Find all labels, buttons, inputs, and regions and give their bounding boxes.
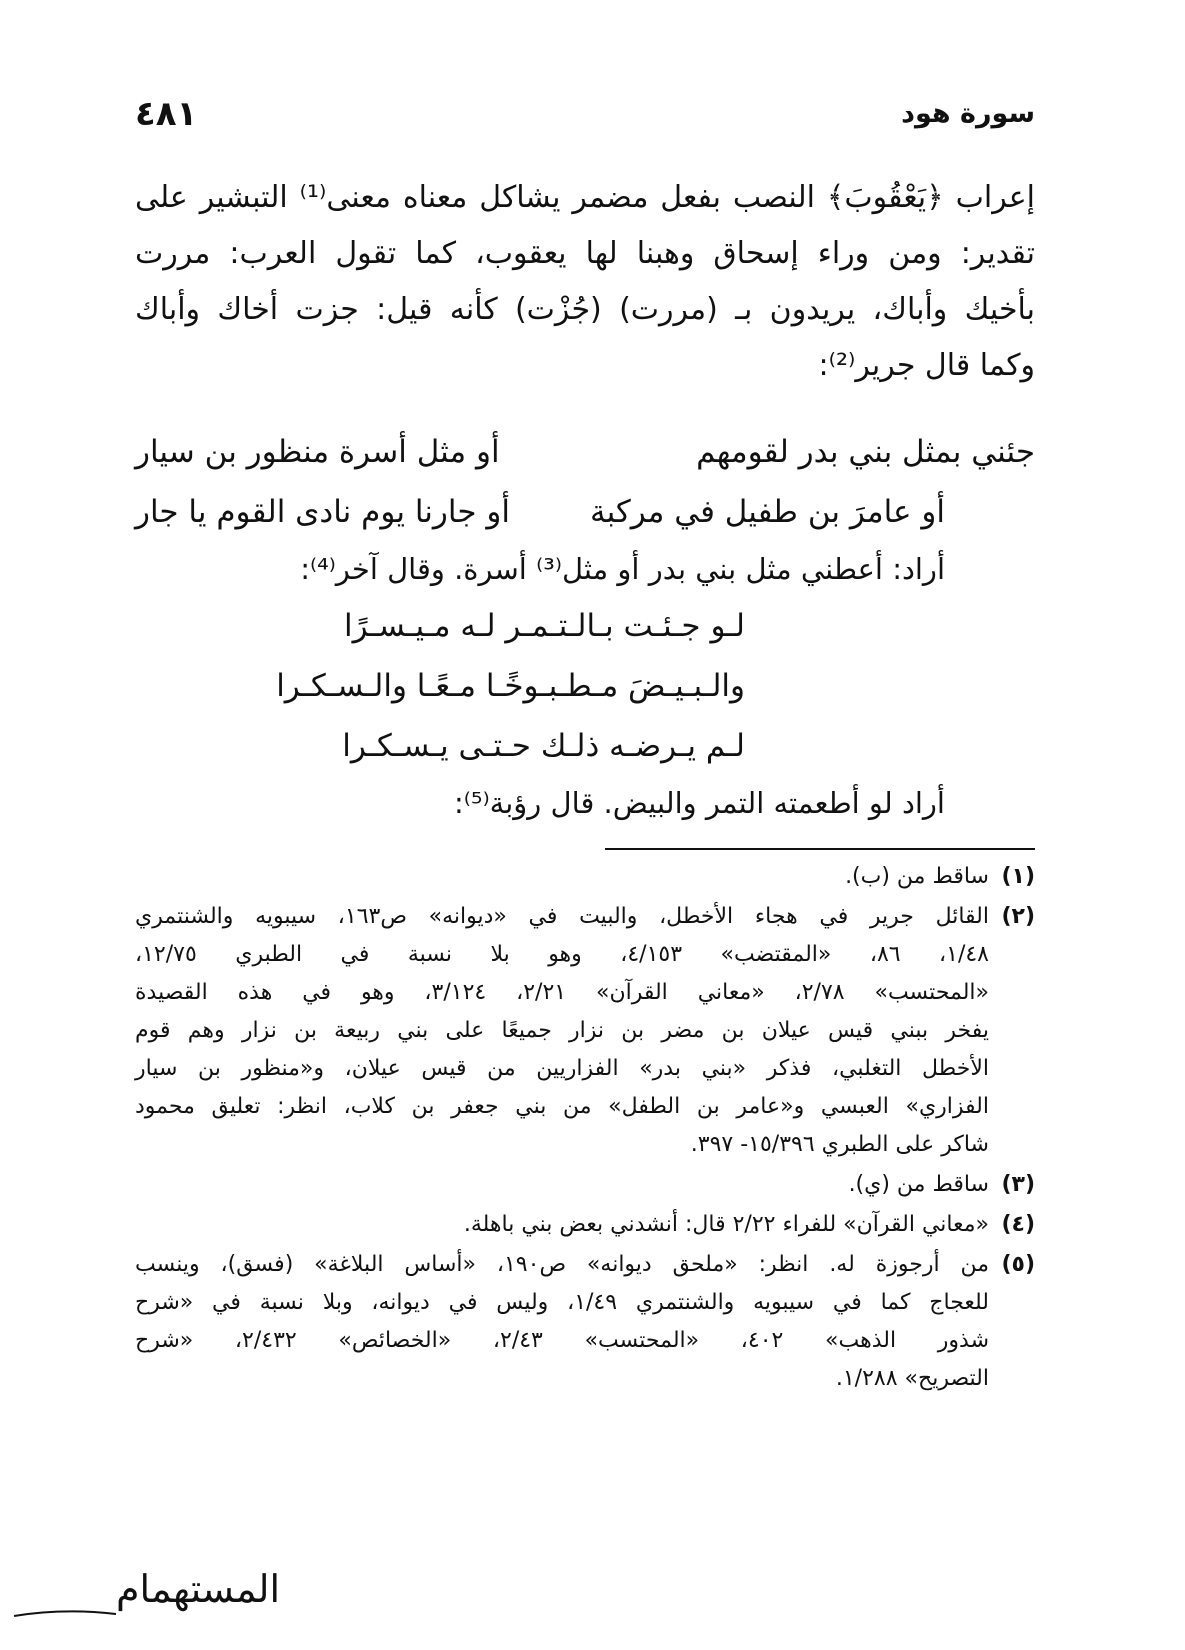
footnote-separator	[605, 848, 1035, 850]
footnote-line: «معاني القرآن» للفراء ٢/٢٢ قال: أنشدني بعض بني باهلة.	[463, 1212, 989, 1237]
rajaz-verse: والـبـيـضَ مـطـبـوخًـا مـعًـا والـسـكـرا	[276, 668, 745, 704]
footnote-line: ١/٤٨، ٨٦، «المقتضب» ٤/١٥٣، وهو بلا نسبة في الطبري ١٢/٧٥،	[135, 942, 990, 967]
footnote-line: «المحتسب» ٢/٧٨، «معاني القرآن» ٢/٢١، ٣/١٢٤، وهو في هذه القصيدة	[135, 980, 990, 1005]
footnote-line: للعجاج كما في سيبويه والشنتمري ١/٤٩، وليس في ديوانه، وبلا نسبة في «شرح	[135, 1290, 989, 1315]
poem-hemistich: أو مثل أسرة منظور بن سيار	[135, 434, 500, 470]
publisher-logo	[4, 1558, 281, 1638]
poem-hemistich: أو عامرَ بن طفيل في مركبة	[589, 494, 945, 530]
text-line: تقدير: ومن وراء إسحاق وهبنا لها يعقوب، كما تقول العرب: مررت	[135, 236, 1035, 271]
footnote-number: (٥)	[1001, 1252, 1035, 1277]
text-line: أراد لو أطعمته التمر والبيض. قال رؤبة⁽⁵⁾:	[454, 786, 945, 820]
footnote-number: (٣)	[1001, 1172, 1035, 1197]
footnote-number: (٢)	[1001, 904, 1035, 929]
rajaz-verse: لـم يـرضـه ذلـك حـتـى يـسـكـرا	[342, 728, 745, 764]
footnote-line: ساقط من (ي).	[848, 1172, 989, 1197]
footnote-line: ساقط من (ب).	[845, 864, 989, 889]
text-line: أراد: أعطني مثل بني بدر أو مثل⁽³⁾ أسرة. وقال آخر⁽⁴⁾:	[300, 552, 945, 586]
footnote-line: من أرجوزة له. انظر: «ملحق ديوانه» ص١٩٠، «أساس البلاغة» (فسق)، وينسب	[135, 1252, 989, 1277]
text-line: وكما قال جرير⁽²⁾:	[818, 348, 1035, 383]
poem-hemistich: جئني بمثل بني بدر لقومهم	[696, 434, 1035, 470]
footnote-line: شاكر على الطبري ١٥/٣٩٦- ٣٩٧.	[690, 1132, 989, 1157]
page-header	[135, 94, 1035, 148]
footnote-line: شذور الذهب» ٤٠٢، «المحتسب» ٢/٤٣، «الخصائص» ٢/٤٣٢، «شرح	[135, 1328, 990, 1353]
page-number: ٤٨١	[135, 94, 198, 134]
logo-text: المستهمام	[116, 1567, 281, 1611]
poem-hemistich: أو جارنا يوم نادى القوم يا جار	[135, 494, 510, 530]
surah-title: سورة هود	[901, 98, 1035, 129]
footnote-line: الفزاري» العبسي و«عامر بن الطفل» من بني جعفر بن كلاب، انظر: تعليق محمود	[135, 1094, 989, 1119]
footnote-line: التصريح» ١/٢٨٨.	[835, 1366, 989, 1391]
footnote-number: (٤)	[1001, 1212, 1035, 1237]
logo-flourish	[14, 1611, 116, 1616]
text-line: إعراب ﴿يَعْقُوبَ﴾ النصب بفعل مضمر يشاكل معناه معنى⁽¹⁾ التبشير على	[135, 180, 1036, 215]
footnote-line: الأخطل التغلبي، فذكر «بني بدر» الفزاريين من قيس عيلان، و«منظور بن سيار	[135, 1056, 989, 1081]
footnote-line: يفخر ببني قيس عيلان بن مضر بن نزار جميعًا على بني ربيعة بن نزار وهم قوم	[135, 1018, 989, 1043]
footnote-number: (١)	[1001, 864, 1035, 889]
rajaz-verse: لـو جـئـت بـالـتـمـر لـه مـيـسـرًا	[343, 608, 745, 644]
text-line: بأخيك وأباك، يريدون بـ (مررت) (جُزْت) كأنه قيل: جزت أخاك وأباك	[135, 292, 1035, 327]
footnote-line: القائل جرير في هجاء الأخطل، والبيت في «ديوانه» ص١٦٣، سيبويه والشنتمري	[135, 904, 989, 929]
